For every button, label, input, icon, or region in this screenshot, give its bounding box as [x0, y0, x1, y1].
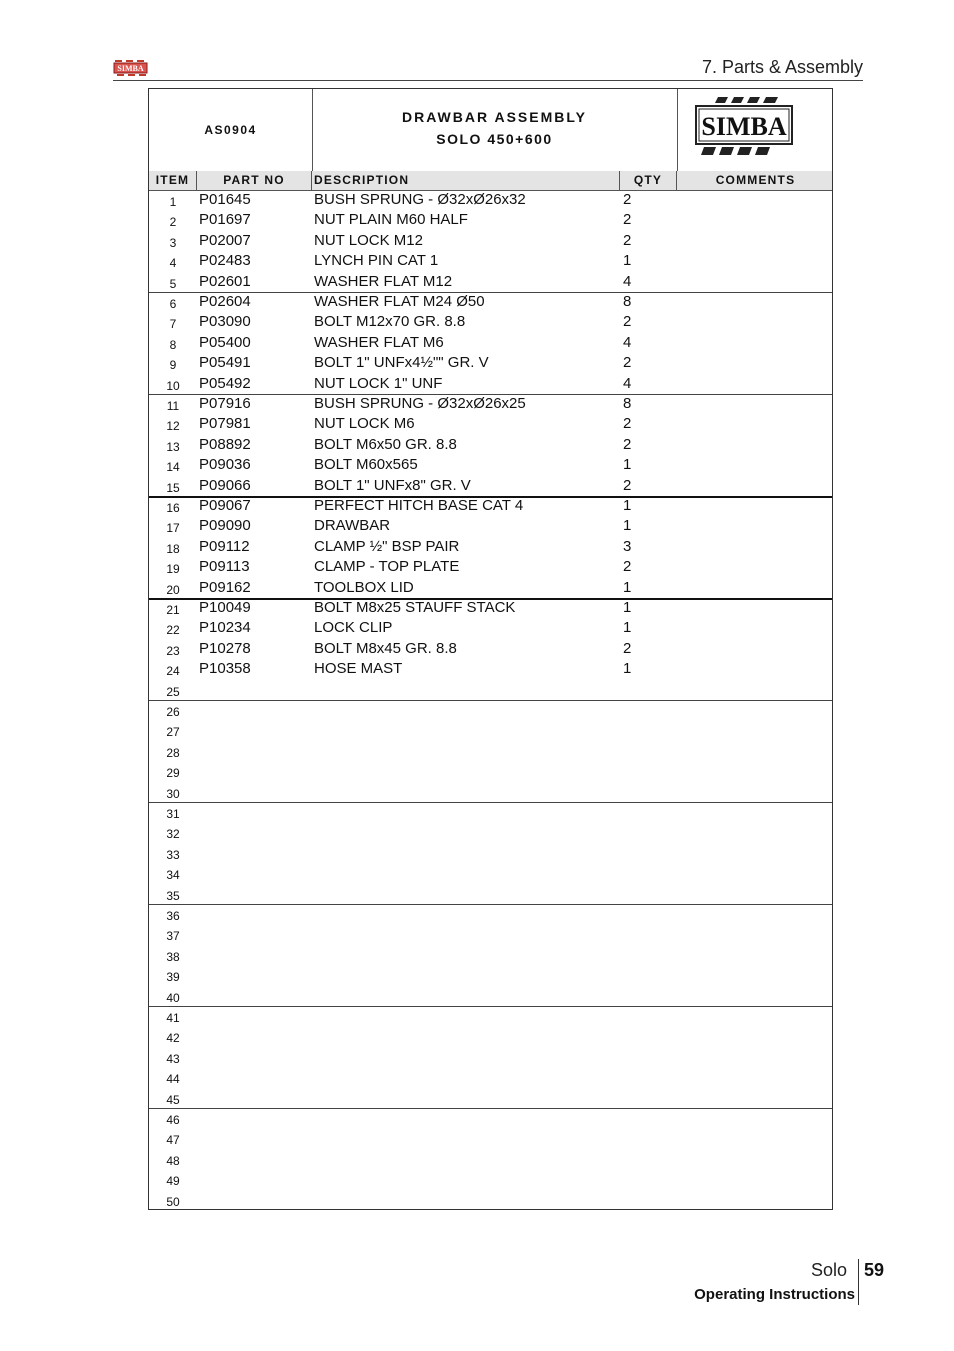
table-row	[149, 516, 832, 536]
table-row	[149, 537, 832, 557]
column-header-item: ITEM	[149, 171, 197, 190]
simba-logo	[694, 95, 794, 159]
table-row	[149, 1108, 832, 1128]
table-row	[149, 353, 832, 373]
table-row	[149, 394, 832, 414]
part-description: WASHER FLAT M6	[314, 333, 444, 351]
part-description: NUT LOCK M12	[314, 231, 423, 249]
part-description: WASHER FLAT M24 Ø50	[314, 293, 485, 310]
part-number: P10358	[199, 660, 251, 678]
item-number: 4	[169, 256, 177, 271]
item-number: 33	[166, 847, 180, 862]
column-header-comments: COMMENTS	[715, 173, 796, 187]
assembly-title: DRAWBAR ASSEMBLY	[402, 109, 587, 125]
part-number: P10234	[199, 619, 251, 637]
item-number: 3	[169, 235, 177, 250]
part-description: LOCK CLIP	[314, 619, 393, 637]
part-description: WASHER FLAT M12	[314, 272, 453, 290]
part-quantity: 4	[623, 374, 632, 392]
title-block	[149, 89, 832, 172]
table-row	[149, 598, 832, 618]
part-quantity: 8	[623, 395, 632, 412]
item-number: 15	[166, 480, 180, 495]
part-description: DRAWBAR	[314, 517, 391, 535]
part-quantity: 4	[623, 272, 632, 290]
table-row	[149, 618, 832, 638]
item-number: 21	[166, 603, 180, 617]
part-number: P09112	[199, 537, 250, 555]
table-row	[149, 312, 832, 332]
part-number: P09090	[199, 517, 251, 535]
table-row	[149, 1047, 832, 1067]
table-row	[149, 720, 832, 740]
logo-text: SIMBA	[701, 112, 787, 141]
table-row	[149, 210, 832, 230]
item-number: 12	[166, 419, 180, 434]
part-quantity: 3	[623, 537, 632, 555]
part-description: NUT LOCK M6	[314, 415, 415, 433]
item-number: 38	[166, 949, 180, 964]
part-quantity: 2	[623, 476, 632, 494]
part-quantity: 1	[623, 456, 632, 474]
table-row	[149, 333, 832, 353]
part-number: P09066	[199, 476, 251, 494]
item-number: 32	[166, 827, 180, 842]
table-row	[149, 986, 832, 1006]
table-row	[149, 1190, 832, 1210]
item-number: 24	[166, 664, 180, 679]
item-number: 23	[166, 643, 180, 658]
part-number: P08892	[199, 435, 251, 453]
part-description: BUSH SPRUNG - Ø32xØ26x32	[314, 191, 526, 208]
part-quantity: 1	[623, 252, 632, 270]
item-number: 22	[166, 623, 180, 638]
column-header-part-no: PART NO	[197, 171, 312, 190]
item-number: 18	[166, 541, 180, 556]
item-number: 47	[166, 1133, 180, 1148]
table-row	[149, 557, 832, 577]
part-number: P02483	[199, 252, 251, 270]
table-row	[149, 924, 832, 944]
item-number: 13	[166, 439, 180, 454]
table-row	[149, 700, 832, 720]
footer-divider	[858, 1259, 859, 1305]
part-number: P01645	[199, 191, 251, 208]
item-number: 45	[166, 1092, 180, 1107]
part-description: TOOLBOX LID	[314, 578, 414, 596]
table-row	[149, 761, 832, 781]
part-description: CLAMP - TOP PLATE	[314, 558, 460, 576]
header-rule	[113, 80, 863, 81]
part-number: P10278	[199, 639, 251, 657]
item-number: 8	[169, 337, 177, 352]
part-number: P02007	[199, 231, 251, 249]
part-description: CLAMP ½" BSP PAIR	[314, 537, 460, 555]
part-number: P02601	[199, 272, 251, 290]
table-row	[149, 741, 832, 761]
part-description: BOLT M6x50 GR. 8.8	[314, 435, 457, 453]
item-number: 28	[166, 745, 180, 760]
table-row	[149, 843, 832, 863]
part-quantity: 1	[623, 578, 632, 596]
item-number: 42	[166, 1031, 180, 1046]
part-quantity: 2	[623, 639, 632, 657]
table-row	[149, 782, 832, 802]
part-quantity: 2	[623, 415, 632, 433]
part-description: BOLT 1" UNFx4½"" GR. V	[314, 354, 489, 372]
part-quantity: 2	[623, 558, 632, 576]
table-row	[149, 435, 832, 455]
table-row	[149, 272, 832, 292]
part-quantity: 2	[623, 231, 632, 249]
table-row	[149, 904, 832, 924]
table-row	[149, 863, 832, 883]
item-number: 30	[166, 786, 180, 801]
item-number: 27	[166, 725, 180, 740]
table-row	[149, 374, 832, 394]
table-row	[149, 414, 832, 434]
part-quantity: 1	[623, 599, 632, 616]
item-number: 48	[166, 1153, 180, 1168]
part-number: P05400	[199, 333, 251, 351]
assembly-subtitle: SOLO 450+600	[436, 131, 553, 147]
table-row	[149, 965, 832, 985]
table-row	[149, 1026, 832, 1046]
item-number: 40	[166, 990, 180, 1005]
part-number: P07981	[199, 415, 251, 433]
item-number: 35	[166, 888, 180, 903]
footer-product: Solo	[811, 1260, 848, 1280]
simba-logo-small	[113, 59, 148, 78]
part-number: P09162	[199, 578, 251, 596]
part-description: BOLT M8x45 GR. 8.8	[314, 639, 457, 657]
table-row	[149, 251, 832, 271]
column-header-description: DESCRIPTION	[312, 171, 620, 190]
item-number: 20	[166, 582, 180, 597]
item-number: 11	[166, 399, 180, 413]
logo-small-text: SIMBA	[117, 64, 144, 73]
item-number: 36	[166, 909, 180, 923]
item-number: 10	[166, 378, 180, 393]
item-number: 34	[166, 868, 180, 883]
part-quantity: 2	[623, 191, 632, 208]
part-description: NUT PLAIN M60 HALF	[314, 211, 468, 229]
part-number: P10049	[199, 599, 251, 616]
item-number: 37	[166, 929, 180, 944]
item-number: 1	[169, 195, 177, 209]
table-row	[149, 578, 832, 598]
part-quantity: 2	[623, 313, 632, 331]
assembly-code-cell	[149, 89, 313, 171]
part-description: NUT LOCK 1" UNF	[314, 374, 443, 392]
table-row	[149, 822, 832, 842]
table-row	[149, 1169, 832, 1189]
table-row	[149, 496, 832, 516]
table-row	[149, 884, 832, 904]
item-number: 49	[166, 1174, 180, 1189]
part-quantity: 1	[623, 497, 632, 514]
table-row	[149, 455, 832, 475]
part-description: HOSE MAST	[314, 660, 403, 678]
part-number: P02604	[199, 293, 251, 310]
item-number: 25	[166, 684, 180, 699]
item-number: 29	[166, 766, 180, 781]
part-quantity: 2	[623, 435, 632, 453]
item-number: 26	[166, 705, 180, 719]
part-number: P05492	[199, 374, 251, 392]
column-header-row	[149, 171, 832, 191]
logo-cell	[677, 89, 834, 171]
item-number: 17	[166, 521, 180, 536]
item-number: 43	[166, 1051, 180, 1066]
item-number: 6	[169, 297, 177, 311]
item-number: 14	[166, 460, 180, 475]
table-row	[149, 1006, 832, 1026]
part-quantity: 1	[623, 619, 632, 637]
table-row	[149, 190, 832, 210]
part-number: P09067	[199, 497, 251, 514]
table-row	[149, 1088, 832, 1108]
part-quantity: 2	[623, 354, 632, 372]
item-number: 44	[166, 1072, 180, 1087]
part-number: P03090	[199, 313, 251, 331]
part-number: P05491	[199, 354, 251, 372]
table-row	[149, 292, 832, 312]
table-row	[149, 231, 832, 251]
table-row	[149, 659, 832, 679]
part-description: BUSH SPRUNG - Ø32xØ26x25	[314, 395, 526, 412]
table-row	[149, 680, 832, 700]
part-quantity: 4	[623, 333, 632, 351]
part-number: P09036	[199, 456, 251, 474]
column-header-qty: QTY	[620, 171, 677, 190]
part-description: LYNCH PIN CAT 1	[314, 252, 439, 270]
part-quantity: 1	[623, 517, 632, 535]
part-quantity: 2	[623, 211, 632, 229]
part-number: P01697	[199, 211, 251, 229]
item-number: 16	[166, 501, 180, 515]
part-number: P07916	[199, 395, 251, 412]
item-number: 50	[166, 1194, 180, 1209]
item-number: 9	[169, 358, 177, 373]
item-number: 46	[166, 1113, 180, 1127]
part-quantity: 8	[623, 293, 632, 310]
page-number: 59	[864, 1260, 885, 1280]
table-row	[149, 1067, 832, 1087]
item-number: 2	[169, 215, 177, 230]
table-row	[149, 476, 832, 496]
part-number: P09113	[199, 558, 250, 576]
footer-doc-type: Operating Instructions	[694, 1286, 855, 1303]
table-row	[149, 639, 832, 659]
item-number: 7	[169, 317, 177, 332]
assembly-code: AS0904	[204, 123, 257, 137]
item-number: 31	[166, 807, 180, 821]
table-row	[149, 1128, 832, 1148]
item-number: 41	[166, 1011, 180, 1025]
part-description: BOLT 1" UNFx8" GR. V	[314, 476, 471, 494]
part-description: BOLT M8x25 STAUFF STACK	[314, 599, 516, 616]
item-number: 19	[166, 562, 180, 577]
part-description: BOLT M12x70 GR. 8.8	[314, 313, 466, 331]
item-number: 5	[169, 276, 177, 291]
section-title: 7. Parts & Assembly	[701, 57, 863, 77]
part-description: PERFECT HITCH BASE CAT 4	[314, 497, 524, 514]
part-quantity: 1	[623, 660, 632, 678]
parts-sheet	[148, 88, 833, 1210]
table-row	[149, 802, 832, 822]
assembly-title-cell	[312, 89, 678, 171]
item-number: 39	[166, 970, 180, 985]
table-row	[149, 1149, 832, 1169]
table-row	[149, 945, 832, 965]
part-description: BOLT M60x565	[314, 456, 418, 474]
